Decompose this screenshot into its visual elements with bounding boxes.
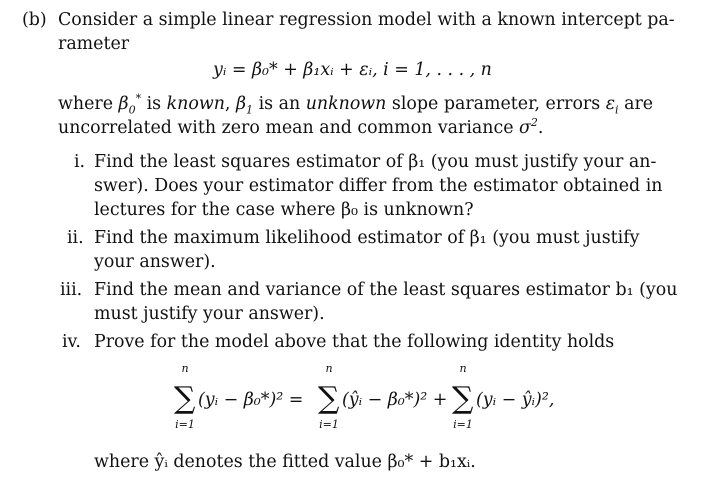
sigma-2-symbol: ∑ [318,381,340,416]
intro-line-1: Consider a simple linear regression model with a known intercept pa- [58,10,675,30]
epsilon-i-symbol: $\varepsilon_i$ [605,94,619,117]
sum-3-lower: i=1 [453,418,473,431]
where-text-f: are [618,94,654,114]
where-text-d: is an [253,94,306,114]
item-iii-line-1: Find the mean and variance of the least squares estimator b₁ (you [94,280,678,300]
where-text-c: , [224,94,236,114]
item-ii-line-2: your answer). [94,252,216,272]
where-line-2: uncorrelated with zero mean and common variance $\sigma^2$. [58,116,544,138]
item-i-line-1: Find the least squares estimator of β₁ (you must justify your an- [94,152,657,172]
known-emphasis: known [166,94,225,114]
where-text-line-2: uncorrelated with zero mean and common variance [58,118,520,138]
unknown-emphasis: unknown [305,94,387,114]
item-ii-label: ii. [67,228,84,248]
fitted-value-note: where ŷᵢ denotes the fitted value β₀* + b₁xᵢ. [94,452,476,472]
beta1-symbol: $\beta_1$ [235,94,254,117]
sum-3-term: (yᵢ − ŷᵢ)², [476,390,555,410]
where-text-a: where [58,94,119,114]
sum-2-term: (ŷᵢ − β₀*)² + [342,390,448,410]
sum-3-upper: n [459,362,467,375]
item-iv-line-1: Prove for the model above that the following identity holds [94,332,615,352]
item-i-label: i. [74,152,86,172]
beta0-star-symbol: $\beta_0^*$ [118,92,142,117]
item-i-line-3: lectures for the case where β₀ is unknown? [94,200,474,220]
sigma-squared-symbol: $\sigma^2$ [519,116,538,138]
intro-line-2: rameter [58,34,130,54]
where-text-b: is [141,94,167,114]
sum-1-term: (yᵢ − β₀*)² = [198,390,304,410]
part-label: (b) [22,10,47,30]
sum-2-lower: i=1 [319,418,339,431]
model-equation: yᵢ = β₀* + β₁xᵢ + εᵢ, i = 1, . . . , n [213,60,492,80]
item-iv-label: iv. [62,332,81,352]
sum-1-lower: i=1 [175,418,195,431]
item-iii-label: iii. [60,280,83,300]
where-text-e: slope parameter, errors [386,94,606,114]
sigma-3-symbol: ∑ [452,381,474,416]
sigma-1-symbol: ∑ [174,381,196,416]
item-iii-line-2: must justify your answer). [94,304,325,324]
sum-2-upper: n [325,362,333,375]
where-line-1 [58,94,653,115]
item-ii-line-1: Find the maximum likelihood estimator of β₁ (you must justify [94,228,640,248]
item-i-line-2: swer). Does your estimator differ from the estimator obtained in [94,176,663,196]
sum-1-upper: n [181,362,189,375]
